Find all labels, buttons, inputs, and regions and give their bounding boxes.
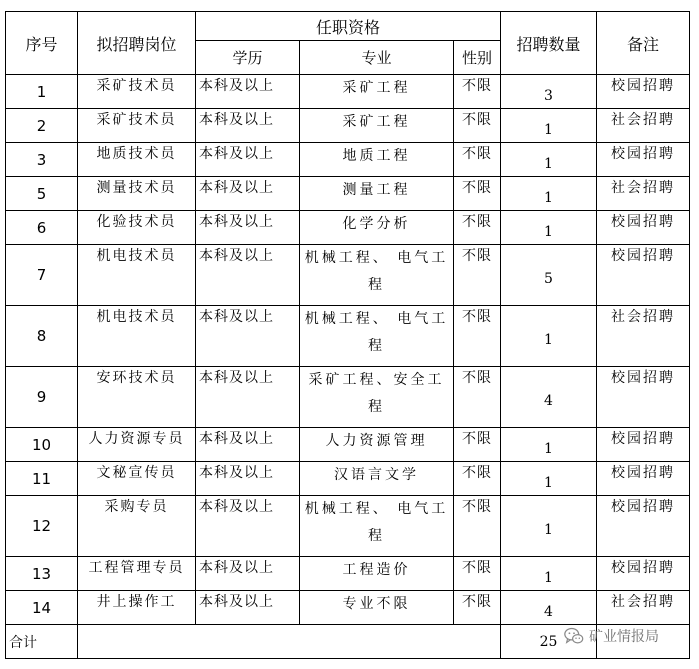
total-value: 25 — [501, 625, 597, 659]
watermark-text: 矿业情报局 — [589, 629, 659, 645]
total-label: 合计 — [6, 625, 78, 659]
row-position: 采矿技术员 — [78, 109, 196, 143]
row-gender: 不限 — [454, 462, 501, 496]
row-position: 采矿技术员 — [78, 75, 196, 109]
row-count-value: 1 — [544, 121, 553, 138]
row-education: 本科及以上 — [196, 143, 300, 177]
row-note: 校园招聘 — [597, 462, 690, 496]
header-note: 备注 — [597, 12, 690, 75]
row-education: 本科及以上 — [196, 109, 300, 143]
row-no: 5 — [6, 177, 78, 211]
row-education: 本科及以上 — [196, 496, 300, 557]
row-gender: 不限 — [454, 75, 501, 109]
row-position: 工程管理专员 — [78, 557, 196, 591]
row-note: 社会招聘 — [597, 109, 690, 143]
row-major: 机械工程、 电气工程 — [300, 245, 454, 306]
row-count-value: 5 — [544, 271, 553, 287]
row-count — [501, 211, 597, 245]
row-note: 社会招聘 — [597, 177, 690, 211]
row-gender: 不限 — [454, 211, 501, 245]
row-no: 11 — [6, 462, 78, 496]
row-gender: 不限 — [454, 306, 501, 367]
header-qualifications: 任职资格 — [196, 12, 501, 41]
row-no: 2 — [6, 109, 78, 143]
row-education: 本科及以上 — [196, 591, 300, 625]
row-position: 化验技术员 — [78, 211, 196, 245]
row-note: 校园招聘 — [597, 367, 690, 428]
row-gender: 不限 — [454, 143, 501, 177]
row-major: 汉语言文学 — [300, 462, 454, 496]
table-row — [6, 462, 690, 496]
watermark — [563, 624, 659, 648]
row-education: 本科及以上 — [196, 428, 300, 462]
row-count-value: 4 — [544, 603, 553, 620]
row-note: 社会招聘 — [597, 306, 690, 367]
header-count: 招聘数量 — [501, 12, 597, 75]
table-row — [6, 245, 690, 306]
row-position: 文秘宣传员 — [78, 462, 196, 496]
row-no: 10 — [6, 428, 78, 462]
row-position: 人力资源专员 — [78, 428, 196, 462]
row-count — [501, 109, 597, 143]
row-no: 14 — [6, 591, 78, 625]
row-education: 本科及以上 — [196, 75, 300, 109]
header-no: 序号 — [6, 12, 78, 75]
table-row — [6, 428, 690, 462]
row-count-value: 3 — [544, 87, 553, 104]
row-count-value: 1 — [544, 474, 553, 491]
table-row — [6, 109, 690, 143]
row-major: 采矿工程 — [300, 75, 454, 109]
row-no: 12 — [6, 496, 78, 557]
row-gender: 不限 — [454, 591, 501, 625]
row-note: 校园招聘 — [597, 245, 690, 306]
header-education: 学历 — [196, 41, 300, 75]
row-education: 本科及以上 — [196, 211, 300, 245]
wechat-logo-icon — [563, 625, 585, 647]
row-major: 专业不限 — [300, 591, 454, 625]
row-count-value: 4 — [544, 393, 553, 409]
row-count — [501, 177, 597, 211]
row-count — [501, 591, 597, 625]
row-count — [501, 462, 597, 496]
row-count-value: 1 — [544, 440, 553, 457]
row-gender: 不限 — [454, 109, 501, 143]
row-position: 测量技术员 — [78, 177, 196, 211]
row-count — [501, 143, 597, 177]
row-position: 采购专员 — [78, 496, 196, 557]
row-major: 采矿工程、安全工程 — [300, 367, 454, 428]
row-major: 测量工程 — [300, 177, 454, 211]
total-empty-cell — [78, 625, 501, 659]
row-position: 机电技术员 — [78, 245, 196, 306]
row-no: 13 — [6, 557, 78, 591]
row-no: 3 — [6, 143, 78, 177]
row-count — [501, 428, 597, 462]
table-row — [6, 367, 690, 428]
header-gender: 性别 — [454, 41, 501, 75]
header-major: 专业 — [300, 41, 454, 75]
table-row — [6, 177, 690, 211]
row-count — [501, 245, 597, 306]
row-education: 本科及以上 — [196, 177, 300, 211]
row-gender: 不限 — [454, 367, 501, 428]
row-major: 人力资源管理 — [300, 428, 454, 462]
row-count-value: 1 — [544, 155, 553, 172]
row-count — [501, 367, 597, 428]
row-position: 地质技术员 — [78, 143, 196, 177]
row-major: 化学分析 — [300, 211, 454, 245]
row-education: 本科及以上 — [196, 557, 300, 591]
row-no: 7 — [6, 245, 78, 306]
row-note: 校园招聘 — [597, 211, 690, 245]
row-count — [501, 75, 597, 109]
row-position: 机电技术员 — [78, 306, 196, 367]
row-gender: 不限 — [454, 557, 501, 591]
row-position: 安环技术员 — [78, 367, 196, 428]
row-count — [501, 306, 597, 367]
row-gender: 不限 — [454, 496, 501, 557]
row-education: 本科及以上 — [196, 462, 300, 496]
row-major: 地质工程 — [300, 143, 454, 177]
row-note: 校园招聘 — [597, 75, 690, 109]
row-note: 校园招聘 — [597, 557, 690, 591]
row-note: 校园招聘 — [597, 143, 690, 177]
table-row — [6, 143, 690, 177]
row-gender: 不限 — [454, 177, 501, 211]
row-major: 机械工程、 电气工程 — [300, 306, 454, 367]
table-row — [6, 211, 690, 245]
row-count-value: 1 — [544, 332, 553, 348]
row-major: 工程造价 — [300, 557, 454, 591]
table-row — [6, 557, 690, 591]
row-education: 本科及以上 — [196, 245, 300, 306]
row-major: 采矿工程 — [300, 109, 454, 143]
row-count-value: 1 — [544, 522, 553, 538]
row-count-value: 1 — [544, 223, 553, 240]
row-no: 1 — [6, 75, 78, 109]
row-position: 井上操作工 — [78, 591, 196, 625]
row-note: 校园招聘 — [597, 496, 690, 557]
row-education: 本科及以上 — [196, 306, 300, 367]
header-position: 拟招聘岗位 — [78, 12, 196, 75]
row-gender: 不限 — [454, 245, 501, 306]
row-no: 6 — [6, 211, 78, 245]
row-count-value: 1 — [544, 189, 553, 206]
row-gender: 不限 — [454, 428, 501, 462]
row-no: 8 — [6, 306, 78, 367]
table-row — [6, 306, 690, 367]
table-row — [6, 496, 690, 557]
row-note: 校园招聘 — [597, 428, 690, 462]
table-row — [6, 75, 690, 109]
row-count — [501, 557, 597, 591]
row-major: 机械工程、 电气工程 — [300, 496, 454, 557]
row-education: 本科及以上 — [196, 367, 300, 428]
row-no: 9 — [6, 367, 78, 428]
row-count — [501, 496, 597, 557]
recruitment-table — [5, 11, 690, 659]
row-count-value: 1 — [544, 569, 553, 586]
table-row — [6, 591, 690, 625]
row-note: 社会招聘 — [597, 591, 690, 625]
